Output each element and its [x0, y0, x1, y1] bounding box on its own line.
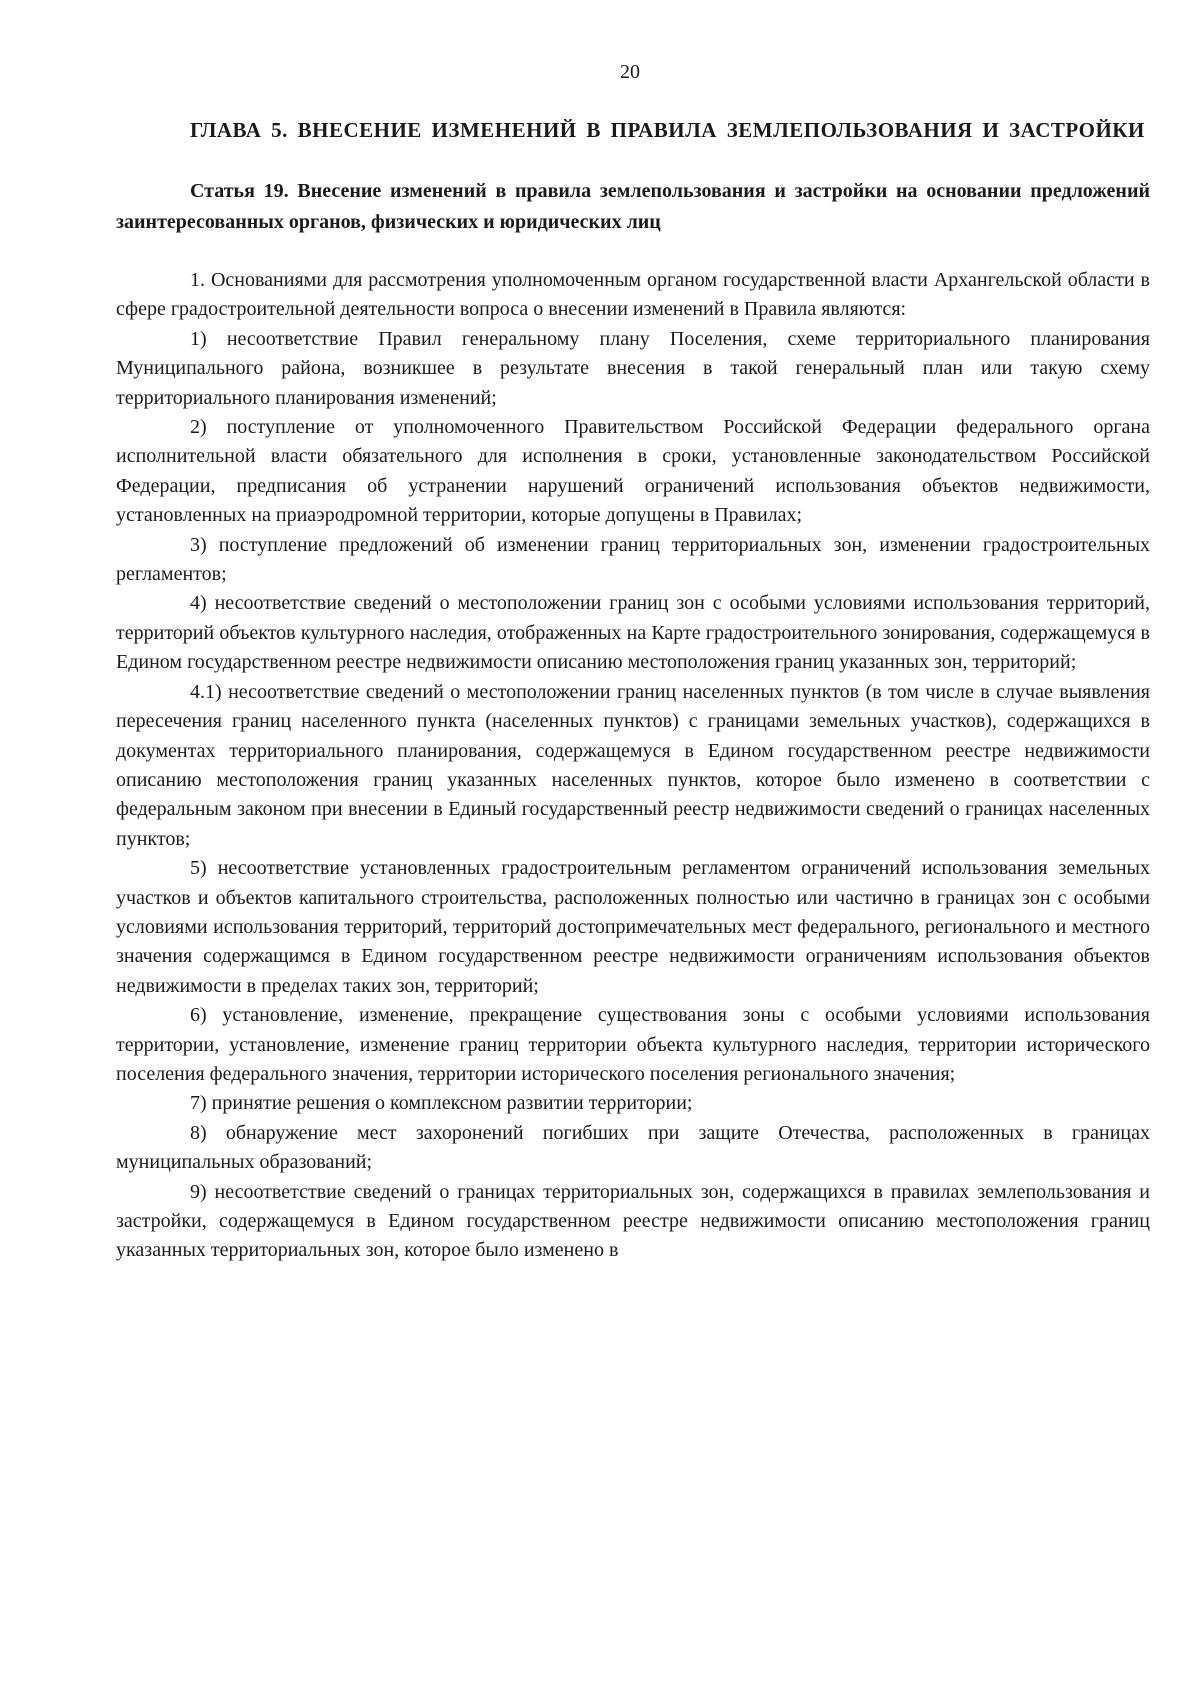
paragraph-item-6: 6) установление, изменение, прекращение существования зоны с особыми условиями использования территории, установление, изменение границ территории объекта культурного наследия, территории исторического поселения федерального значения, территории исторического поселения регионального значения;: [116, 1004, 1150, 1085]
article-body: [116, 266, 1150, 1266]
paragraph-item-7: 7) принятие решения о комплексном развитии территории;: [190, 1092, 693, 1115]
paragraph-item-5: 5) несоответствие установленных градостроительным регламентом ограничений использования земельных участков и объектов капитального строительства, расположенных полностью или частично в границах зон с особыми условиями использования территорий, территорий достопримечательных мест федерального, регионального и местного значения содержащимся в Едином государственном реестре недвижимости ограничениям использования объектов недвижимости в пределах таких зон, территорий;: [116, 857, 1150, 997]
paragraph-item-2: 2) поступление от уполномоченного Правительством Российской Федерации федерального органа исполнительной власти обязательного для исполнения в сроки, установленные законодательством Российской Федерации, предписания об устранении нарушений ограничений использования объектов недвижимости, установленных на приаэродромной территории, которые допущены в Правилах;: [116, 416, 1150, 527]
page-number: 20: [620, 61, 640, 83]
chapter-title: ГЛАВА 5. ВНЕСЕНИЕ ИЗМЕНЕНИЙ В ПРАВИЛА ЗЕМЛЕПОЛЬЗОВАНИЯ И ЗАСТРОЙКИ: [190, 118, 1145, 142]
paragraph-item-9: 9) несоответствие сведений о границах территориальных зон, содержащихся в правилах землепользования и застройки, содержащемуся в Едином государственном реестре недвижимости описанию местоположения границ указанных территориальных зон, которое было изменено в: [116, 1180, 1150, 1262]
paragraph-item-4: 4) несоответствие сведений о местоположении границ зон с особыми условиями использования территорий, территорий объектов культурного наследия, отображенных на Карте градостроительного зонирования, содержащемуся в Едином государственном реестре недвижимости описанию местоположения границ указанных зон, территорий;: [116, 592, 1150, 674]
article-title: Статья 19. Внесение изменений в правила землепользования и застройки на основании предложений заинтересованных органов, физических и юридических лиц: [116, 180, 1150, 233]
document-content: [116, 114, 1150, 1266]
paragraph-intro: 1. Основаниями для рассмотрения уполномоченным органом государственной власти Архангельской области в сфере градостроительной деятельности вопроса о внесении изменений в Правила являются:: [116, 269, 1150, 321]
paragraph-item-3: 3) поступление предложений об изменении границ территориальных зон, изменении градостроительных регламентов;: [116, 533, 1150, 586]
paragraph-item-1: 1) несоответствие Правил генеральному плану Поселения, схеме территориального планирования Муниципального района, возникшее в результате внесения в такой генеральный план или такую схему территориального планирования изменений;: [116, 327, 1150, 409]
paragraph-item-4-1: 4.1) несоответствие сведений о местоположении границ населенных пунктов (в том числе в случае выявления пересечения границ населенного пункта (населенных пунктов) с границами земельных участков), содержащихся в документах территориального планирования, содержащемуся в Едином государственном реестре недвижимости описанию местоположения границ указанных населенных пунктов, которое было изменено в соответствии с федеральным законом при внесении в Единый государственный реестр недвижимости сведений о границах населенных пунктов;: [116, 680, 1150, 850]
paragraph-item-8: 8) обнаружение мест захоронений погибших при защите Отечества, расположенных в границах муниципальных образований;: [116, 1121, 1150, 1174]
